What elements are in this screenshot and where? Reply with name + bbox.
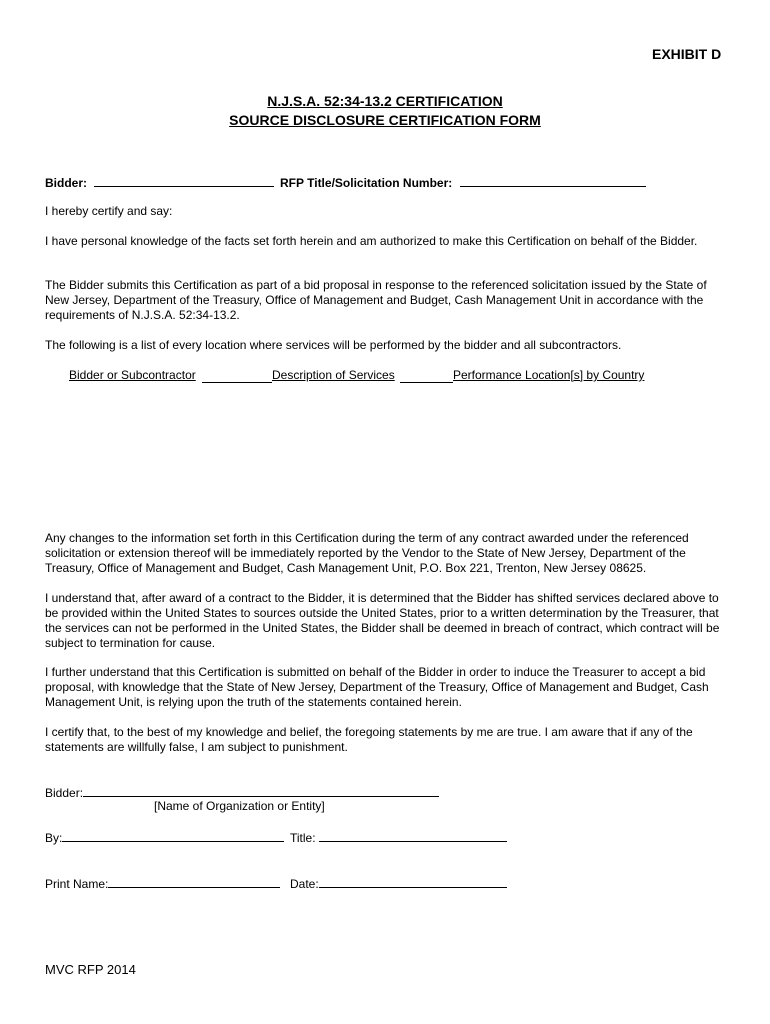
title-label: Title: <box>290 831 316 845</box>
bidder-input-line[interactable] <box>94 174 274 187</box>
rfp-header-field <box>280 174 646 190</box>
paragraph-understand: I understand that, after award of a contract to the Bidder, it is determined that the Bidder has shifted services declared above to be provided within the United States to sources outside the United States, prior to a written determination by the Treasurer, that the services can not be performed in the United States, the Bidder shall be deemed in breach of contract, which contract will be subject to termination for cause. <box>45 591 720 650</box>
by-line[interactable] <box>62 829 284 842</box>
title-line[interactable] <box>319 829 507 842</box>
signature-bidder-line[interactable] <box>83 784 439 797</box>
footer-label: MVC RFP 2014 <box>45 962 136 977</box>
paragraph-certify-say: I hereby certify and say: <box>45 204 173 218</box>
form-title-line1: N.J.S.A. 52:34-13.2 CERTIFICATION <box>267 93 503 109</box>
signature-bidder-label: Bidder: <box>45 786 84 800</box>
paragraph-location-list: The following is a list of every location where services will be performed by the bidder and all subcontractors. <box>45 338 622 352</box>
paragraph-further-understand: I further understand that this Certification is submitted on behalf of the Bidder in order to induce the Treasurer to accept a bid proposal, with knowledge that the State of New Jersey, Department of the Treasury, Office of Management and Budget, Cash Management Unit, is relying upon the truth of the statements contained herein. <box>45 665 709 709</box>
column-header-bidder: Bidder or Subcontractor <box>69 368 196 382</box>
signature-date-field <box>290 875 507 891</box>
paragraph-personal-knowledge: I have personal knowledge of the facts set forth herein and am authorized to make this Certification on behalf of the Bidder. <box>45 234 698 248</box>
date-line[interactable] <box>319 875 507 888</box>
by-label: By: <box>45 831 63 845</box>
bidder-header-field <box>45 174 274 190</box>
paragraph-changes: Any changes to the information set forth in this Certification during the term of any contract awarded under the referenced solicitation or extension thereof will be immediately reported by the Vendor to the State of New Jersey, Department of the Treasury, Office of Management and Budget, Cash Management Unit, P.O. Box 221, Trenton, New Jersey 08625. <box>45 531 689 575</box>
bidder-label: Bidder: <box>45 176 87 190</box>
rfp-label: RFP Title/Solicitation Number: <box>280 176 453 190</box>
form-title-line2: SOURCE DISCLOSURE CERTIFICATION FORM <box>229 112 541 128</box>
header-underline-gap-2 <box>400 368 453 383</box>
header-underline-gap <box>202 368 272 383</box>
column-header-location: Performance Location[s] by Country <box>453 368 645 382</box>
signature-print-name-field <box>45 875 280 891</box>
print-name-label: Print Name: <box>45 877 109 891</box>
column-header-description: Description of Services <box>272 368 395 382</box>
date-label: Date: <box>290 877 319 891</box>
paragraph-bid-proposal: The Bidder submits this Certification as part of a bid proposal in response to the referenced solicitation issued by the State of New Jersey, Department of the Treasury, Office of Management and Budget, Cash Management Unit in accordance with the requirements of N.J.S.A. 52:34-13.2. <box>45 278 707 322</box>
signature-by-field <box>45 829 284 845</box>
exhibit-label: EXHIBIT D <box>652 46 722 62</box>
org-caption: [Name of Organization or Entity] <box>154 799 325 813</box>
signature-title-field <box>290 829 507 845</box>
paragraph-certify-true: I certify that, to the best of my knowledge and belief, the foregoing statements by me are true. I am aware that if any of the statements are willfully false, I am subject to punishment. <box>45 725 693 754</box>
signature-bidder-field <box>45 784 439 800</box>
rfp-input-line[interactable] <box>460 174 646 187</box>
print-name-line[interactable] <box>108 875 280 888</box>
